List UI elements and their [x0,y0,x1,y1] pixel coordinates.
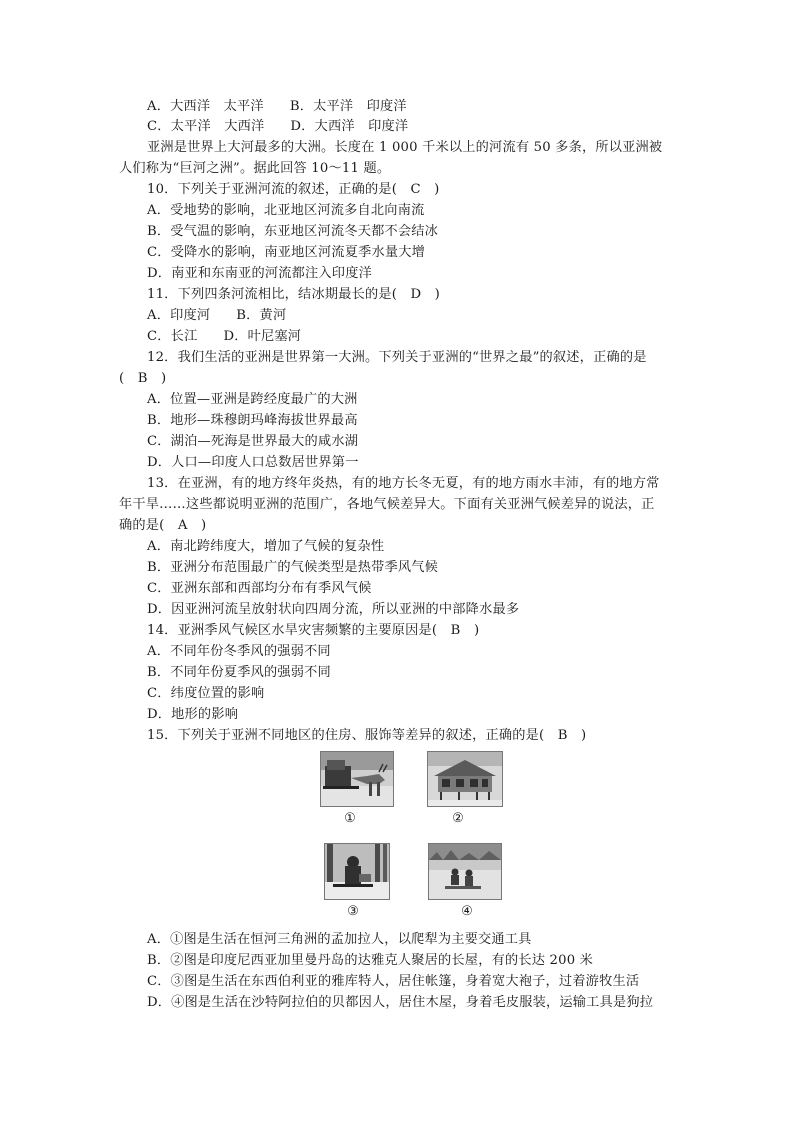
q11-option-b: B．黄河 [236,308,287,323]
passage-line-2: 人们称为“巨河之洲”。据此回答 10～11 题。 [119,161,391,176]
q12-option-a: A．位置—亚洲是跨经度最广的大洲 [147,392,358,407]
q13-option-b: B．亚洲分布范围最广的气候类型是热带季风气候 [147,560,439,575]
q10-option-a: A．受地势的影响，北亚地区河流多自北向南流 [147,203,425,218]
caption-1: ① [344,811,356,826]
q15-stem: 15．下列关于亚洲不同地区的住房、服饰等差异的叙述，正确的是( B ) [147,728,587,743]
q10-stem: 10．下列关于亚洲河流的叙述，正确的是( C ) [147,182,440,197]
q12-stem-line-2: ( B ) [119,371,167,386]
q11-option-c: C．长江 [147,329,198,344]
passage-line-1: 亚洲是世界上大河最多的大洲。长度在 1 000 千米以上的河流有 50 多条，所以亚洲被 [147,140,663,155]
caption-3: ③ [347,904,359,919]
q13-stem-line-3: 确的是( A ) [119,518,207,533]
q12-option-b: B．地形—珠穆朗玛峰海拔世界最高 [147,413,358,428]
q10-option-c: C．受降水的影响，南亚地区河流夏季水量大增 [147,245,426,260]
snow-field-photo-graphic [429,844,501,899]
q9-option-c: C．太平洋 大西洋 [147,119,265,134]
q13-option-a: A．南北跨纬度大，增加了气候的复杂性 [147,539,385,554]
q12-stem-line-1: 12．我们生活的亚洲是世界第一大洲。下列关于亚洲的“世界之最”的叙述，正确的是 [147,350,647,365]
q10-option-d: D．南亚和东南亚的河流都注入印度洋 [147,266,372,281]
q11-options-row-2 [147,327,301,347]
q11-stem: 11．下列四条河流相比，结冰期最长的是( D ) [147,287,441,302]
q15-option-c: C．③图是生活在东西伯利亚的雅库特人，居住帐篷，身着宽大袍子，过着游牧生活 [147,974,640,989]
q9-option-a: A．大西洋 太平洋 [147,99,264,114]
q9-options-row-1 [147,97,407,117]
q13-option-c: C．亚洲东部和西部均分布有季风气候 [147,581,372,596]
q14-option-d: D．地形的影响 [147,707,239,722]
caption-2: ② [452,811,464,826]
q9-option-d: D．大西洋 印度洋 [290,119,409,134]
longhouse-photo-graphic [428,752,502,806]
q11-options-row-1 [147,306,286,326]
sled-photo-graphic [321,752,393,806]
q13-stem-line-2: 年干旱……这些都说明亚洲的范围广，各地气候差异大。下面有关亚洲气候差异的说法，正 [119,497,655,512]
q13-option-d: D．因亚洲河流呈放射状向四周分流，所以亚洲的中部降水最多 [147,602,520,617]
q11-option-a: A．印度河 [147,308,211,323]
q11-option-d: D．叶尼塞河 [223,329,302,344]
q14-stem: 14．亚洲季风气候区水旱灾害频繁的主要原因是( B ) [147,623,480,638]
q14-option-c: C．纬度位置的影响 [147,686,265,701]
q9-options-row-2 [147,117,408,137]
q10-option-b: B．受气温的影响，东亚地区河流冬天都不会结冰 [147,224,439,239]
dog-sled-photo-graphic [325,844,389,899]
q12-option-c: C．湖泊—死海是世界最大的咸水湖 [147,434,359,449]
q15-option-a: A．①图是生活在恒河三角洲的孟加拉人，以爬犁为主要交通工具 [147,932,532,947]
photo-4-snow-field [428,843,502,900]
q13-stem-line-1: 13．在亚洲，有的地方终年炎热，有的地方长冬无夏，有的地方雨水丰沛，有的地方常 [147,476,660,491]
photo-3-dog-sled [324,843,390,900]
q15-option-b: B．②图是印度尼西亚加里曼丹岛的达雅克人聚居的长屋，有的长达 200 米 [147,953,594,968]
q14-option-a: A．不同年份冬季风的强弱不同 [147,644,331,659]
q15-option-d: D．④图是生活在沙特阿拉伯的贝都因人，居住木屋，身着毛皮服装，运输工具是狗拉 [147,995,654,1010]
photo-2-longhouse [427,751,503,807]
q12-option-d: D．人口—印度人口总数居世界第一 [147,455,359,470]
photo-1-sled [320,751,394,807]
caption-4: ④ [461,904,473,919]
q14-option-b: B．不同年份夏季风的强弱不同 [147,665,331,680]
q9-option-b: B．太平洋 印度洋 [289,99,407,114]
